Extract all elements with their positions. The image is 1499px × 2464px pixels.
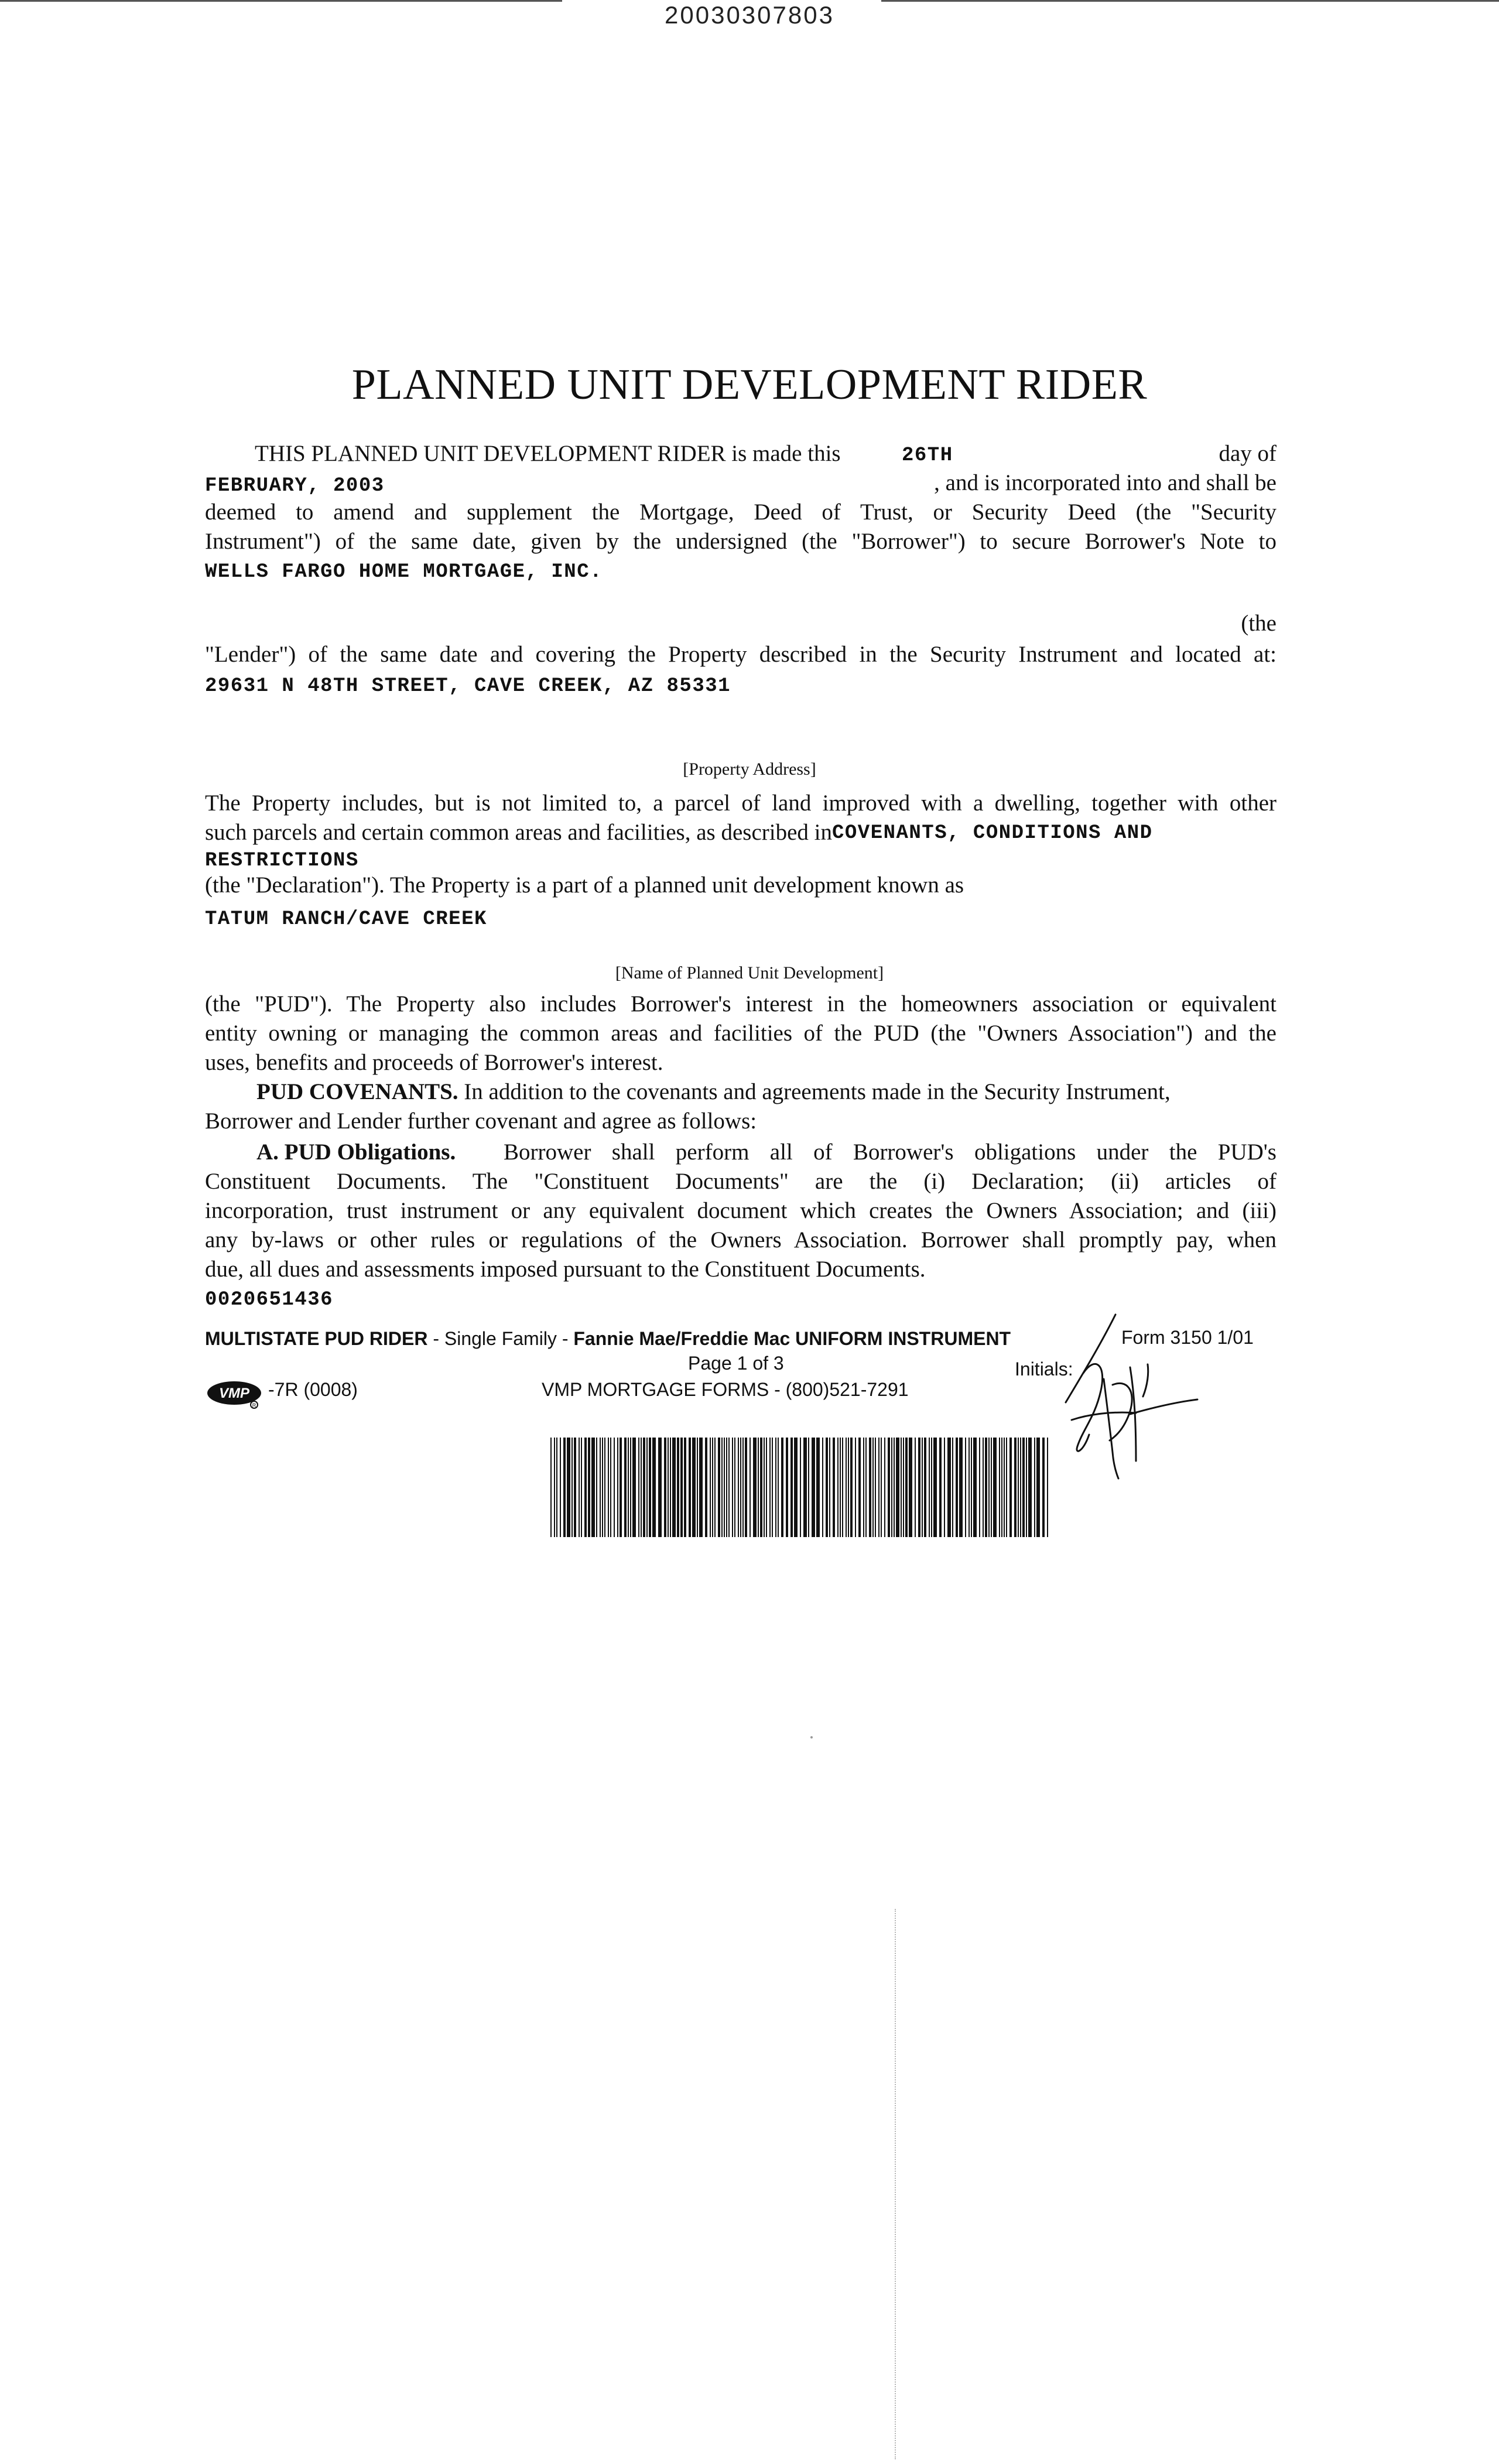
barcode-bar [742, 1438, 744, 1537]
intro-the: (the [1241, 611, 1276, 636]
scan-dot [810, 1736, 813, 1739]
recording-number: 20030307803 [665, 1, 834, 29]
barcode-bar [988, 1438, 990, 1537]
barcode-bar [837, 1438, 839, 1537]
covenants-line-1 [205, 1077, 1276, 1107]
barcode-bar [680, 1438, 683, 1537]
declaration-name-2: RESTRICTIONS [205, 850, 359, 872]
barcode-bar [808, 1438, 809, 1537]
barcode-bar [760, 1438, 762, 1537]
barcode-bar [728, 1438, 730, 1537]
barcode-bar [721, 1438, 723, 1537]
barcode-bar [758, 1438, 759, 1537]
property-line-4: (the "Declaration"). The Property is a part of a planned unit development known as [205, 872, 964, 898]
barcode-bar [865, 1438, 867, 1537]
footer-page: Page 1 of 3 [688, 1353, 784, 1374]
covenants-a-line-2: Constituent Documents. The "Constituent Documents" are the (i) Declaration; (ii) articles of [205, 1169, 1276, 1194]
property-line-8: entity owning or managing the common areas and facilities of the PUD (the "Owners Association") and the [205, 1021, 1276, 1046]
footer-form: Form 3150 1/01 [1121, 1327, 1254, 1348]
barcode-bar [1026, 1438, 1027, 1537]
barcode-bar [993, 1438, 997, 1537]
barcode-bar [769, 1438, 771, 1537]
barcode-bar [881, 1438, 882, 1537]
barcode-bar [1004, 1438, 1005, 1537]
barcode-bar [1001, 1438, 1002, 1537]
barcode-bar [947, 1438, 951, 1537]
document-title: PLANNED UNIT DEVELOPMENT RIDER [351, 361, 1148, 409]
barcode-bar [846, 1438, 847, 1537]
intro-line-7: "Lender") of the same date and covering the Property described in the Security Instrument and located at: [205, 642, 1276, 667]
barcode-bar [638, 1438, 639, 1537]
covenants-line-2: Borrower and Lender further covenant and agree as follows: [205, 1108, 757, 1134]
barcode-bar [732, 1438, 733, 1537]
barcode-bar [556, 1438, 557, 1537]
intro-line-3: deemed to amend and supplement the Mortgage, Deed of Trust, or Security Deed (the "Security [205, 499, 1276, 525]
barcode [550, 1438, 1051, 1537]
footer-multistate: MULTISTATE PUD RIDER [205, 1328, 428, 1349]
barcode-bar [903, 1438, 904, 1537]
property-address-caption: [Property Address] [683, 759, 816, 779]
property-line-2 [205, 818, 1276, 850]
barcode-bar [596, 1438, 597, 1537]
covenants-a-line-3: incorporation, trust instrument or any equivalent document which creates the Owners Association; and (iii) [205, 1198, 1276, 1223]
barcode-bar [1034, 1438, 1035, 1537]
barcode-bar [888, 1438, 890, 1537]
barcode-bar [965, 1438, 966, 1537]
barcode-bar [778, 1438, 779, 1537]
barcode-bar [891, 1438, 892, 1537]
intro-incorporated: , and is incorporated into and shall be [934, 470, 1276, 495]
covenants-a-line-4: any by-laws or other rules or regulations of the Owners Association. Borrower shall promptly pay, when [205, 1227, 1276, 1252]
footer-fannie: Fannie Mae/Freddie Mac UNIFORM INSTRUMENT [573, 1328, 1011, 1349]
declaration-name-1: COVENANTS, CONDITIONS AND [831, 822, 1153, 844]
vmp-logo-text: VMP [218, 1385, 250, 1401]
barcode-bar [753, 1438, 757, 1537]
barcode-bar [1022, 1438, 1025, 1537]
barcode-bar [697, 1438, 698, 1537]
barcode-bar [1036, 1438, 1040, 1537]
barcode-bar [738, 1438, 739, 1537]
barcode-bar [1042, 1438, 1045, 1537]
barcode-bar [931, 1438, 932, 1537]
barcode-bar [588, 1438, 590, 1537]
barcode-bar [840, 1438, 841, 1537]
barcode-bar [614, 1438, 615, 1537]
intro-made-this: THIS PLANNED UNIT DEVELOPMENT RIDER is made this [255, 441, 841, 466]
barcode-bar [790, 1438, 793, 1537]
barcode-bar [718, 1438, 720, 1537]
barcode-bar [643, 1438, 645, 1537]
intro-date-value: FEBRUARY, 2003 [205, 475, 385, 497]
footer-single-family: - Single Family - [427, 1328, 574, 1349]
barcode-bar [816, 1438, 820, 1537]
barcode-bar [563, 1438, 566, 1537]
property-line-7: (the "PUD"). The Property also includes Borrower's interest in the homeowners association or equivalent [205, 991, 1276, 1017]
barcode-bar [641, 1438, 642, 1537]
barcode-bar [991, 1438, 992, 1537]
barcode-bar [1020, 1438, 1021, 1537]
initials-signature [1048, 1309, 1200, 1484]
barcode-bar [800, 1438, 801, 1537]
barcode-bar [584, 1438, 587, 1537]
barcode-bar [670, 1438, 671, 1537]
barcode-bar [772, 1438, 773, 1537]
barcode-bar [750, 1438, 751, 1537]
barcode-bar [952, 1438, 953, 1537]
barcode-bar [973, 1438, 977, 1537]
barcode-bar [896, 1438, 899, 1537]
barcode-bar [786, 1438, 788, 1537]
barcode-bar [610, 1438, 611, 1537]
scan-fold-line [895, 1909, 897, 2459]
barcode-bar [604, 1438, 605, 1537]
barcode-bar [581, 1438, 582, 1537]
barcode-bar [591, 1438, 595, 1537]
barcode-bar [869, 1438, 871, 1537]
barcode-bar [724, 1438, 725, 1537]
covenants-heading-rest: In addition to the covenants and agreements made in the Security Instrument, [464, 1079, 1171, 1104]
barcode-bar [617, 1438, 618, 1537]
barcode-bar [664, 1438, 666, 1537]
barcode-bar [983, 1438, 984, 1537]
barcode-bar [918, 1438, 920, 1537]
pud-obligations-rest: Borrower shall perform all of Borrower's obligations under the PUD's [504, 1139, 1276, 1165]
lender-name: WELLS FARGO HOME MORTGAGE, INC. [205, 561, 603, 583]
intro-line-4: Instrument") of the same date, given by the undersigned (the "Borrower") to secure Borrower's Note to [205, 529, 1276, 554]
barcode-bar [858, 1438, 861, 1537]
barcode-bar [554, 1438, 555, 1537]
footer-rider-line [205, 1328, 1011, 1350]
barcode-bar [699, 1438, 703, 1537]
barcode-bar [999, 1438, 1000, 1537]
barcode-bar [872, 1438, 874, 1537]
barcode-bar [766, 1438, 767, 1537]
barcode-bar [929, 1438, 930, 1537]
barcode-bar [826, 1438, 828, 1537]
barcode-bar [822, 1438, 823, 1537]
barcode-bar [710, 1438, 711, 1537]
barcode-bar [646, 1438, 648, 1537]
pud-obligations-heading: A. PUD Obligations. [256, 1139, 456, 1165]
barcode-bar [781, 1438, 783, 1537]
loan-number: 0020651436 [205, 1289, 334, 1311]
barcode-bar [939, 1438, 942, 1537]
barcode-bar [842, 1438, 843, 1537]
barcode-bar [692, 1438, 696, 1537]
barcode-bar [956, 1438, 958, 1537]
intro-day-of: day of [1219, 441, 1276, 466]
barcode-bar [630, 1438, 631, 1537]
barcode-bar [628, 1438, 629, 1537]
barcode-bar [550, 1438, 552, 1537]
barcode-bar [1018, 1438, 1019, 1537]
barcode-bar [560, 1438, 561, 1537]
barcode-bar [922, 1438, 923, 1537]
barcode-bar [848, 1438, 849, 1537]
footer-vmp-forms: VMP MORTGAGE FORMS - (800)521-7291 [542, 1379, 909, 1400]
intro-day-value: 26TH [902, 444, 953, 467]
property-line-9: uses, benefits and proceeds of Borrower's interest. [205, 1050, 663, 1075]
vmp-logo-icon [205, 1379, 268, 1409]
barcode-bar [608, 1438, 609, 1537]
barcode-bar [875, 1438, 876, 1537]
property-address: 29631 N 48TH STREET, CAVE CREEK, AZ 85331 [205, 675, 731, 697]
barcode-bar [712, 1438, 713, 1537]
barcode-bar [668, 1438, 669, 1537]
barcode-bar [1047, 1438, 1048, 1537]
barcode-bar [909, 1438, 912, 1537]
barcode-bar [915, 1438, 916, 1537]
barcode-bar [850, 1438, 853, 1537]
barcode-bar [620, 1438, 622, 1537]
barcode-bar [1014, 1438, 1017, 1537]
barcode-bar [740, 1438, 741, 1537]
barcode-bar [884, 1438, 885, 1537]
barcode-bar [567, 1438, 570, 1537]
property-described-in: such parcels and certain common areas and facilities, as described in [205, 820, 832, 845]
barcode-bar [764, 1438, 765, 1537]
barcode-bar [574, 1438, 576, 1537]
barcode-bar [979, 1438, 980, 1537]
barcode-bar [833, 1438, 835, 1537]
barcode-bar [985, 1438, 987, 1537]
barcode-bar [901, 1438, 902, 1537]
barcode-bar [689, 1438, 691, 1537]
footer-initials: Initials: [1015, 1358, 1073, 1380]
property-line-1: The Property includes, but is not limited to, a parcel of land improved with a dwelling, together with other [205, 790, 1276, 816]
barcode-bar [894, 1438, 895, 1537]
barcode-bar [672, 1438, 676, 1537]
covenants-a-line-5: due, all dues and assessments imposed pursuant to the Constituent Documents. [205, 1257, 926, 1282]
barcode-bar [745, 1438, 747, 1537]
barcode-bar [863, 1438, 864, 1537]
barcode-bar [677, 1438, 679, 1537]
footer-vmp-code: -7R (0008) [268, 1379, 358, 1400]
barcode-bar [794, 1438, 798, 1537]
barcode-bar [1006, 1438, 1007, 1537]
svg-text:R: R [252, 1402, 256, 1408]
barcode-bar [971, 1438, 972, 1537]
barcode-bar [829, 1438, 830, 1537]
barcode-bar [812, 1438, 815, 1537]
barcode-bar [714, 1438, 716, 1537]
barcode-bar [924, 1438, 926, 1537]
barcode-bar [878, 1438, 879, 1537]
barcode-bar [944, 1438, 945, 1537]
barcode-bar [684, 1438, 686, 1537]
barcode-bar [658, 1438, 662, 1537]
barcode-bar [602, 1438, 603, 1537]
barcode-bar [905, 1438, 908, 1537]
barcode-bar [726, 1438, 727, 1537]
barcode-bar [1028, 1438, 1032, 1537]
barcode-bar [624, 1438, 627, 1537]
barcode-bar [600, 1438, 601, 1537]
barcode-bar [1009, 1438, 1012, 1537]
barcode-bar [579, 1438, 580, 1537]
barcode-bar [855, 1438, 856, 1537]
barcode-bar [705, 1438, 707, 1537]
barcode-bar [571, 1438, 573, 1537]
barcode-bar [734, 1438, 735, 1537]
pud-name-caption: [Name of Planned Unit Development] [615, 963, 884, 983]
barcode-bar [632, 1438, 636, 1537]
barcode-bar [959, 1438, 963, 1537]
barcode-bar [933, 1438, 937, 1537]
pud-name: TATUM RANCH/CAVE CREEK [205, 908, 487, 930]
barcode-bar [803, 1438, 807, 1537]
barcode-bar [968, 1438, 970, 1537]
barcode-bar [652, 1438, 656, 1537]
barcode-bar [775, 1438, 776, 1537]
covenants-heading: PUD COVENANTS. [256, 1079, 458, 1104]
barcode-bar [649, 1438, 651, 1537]
